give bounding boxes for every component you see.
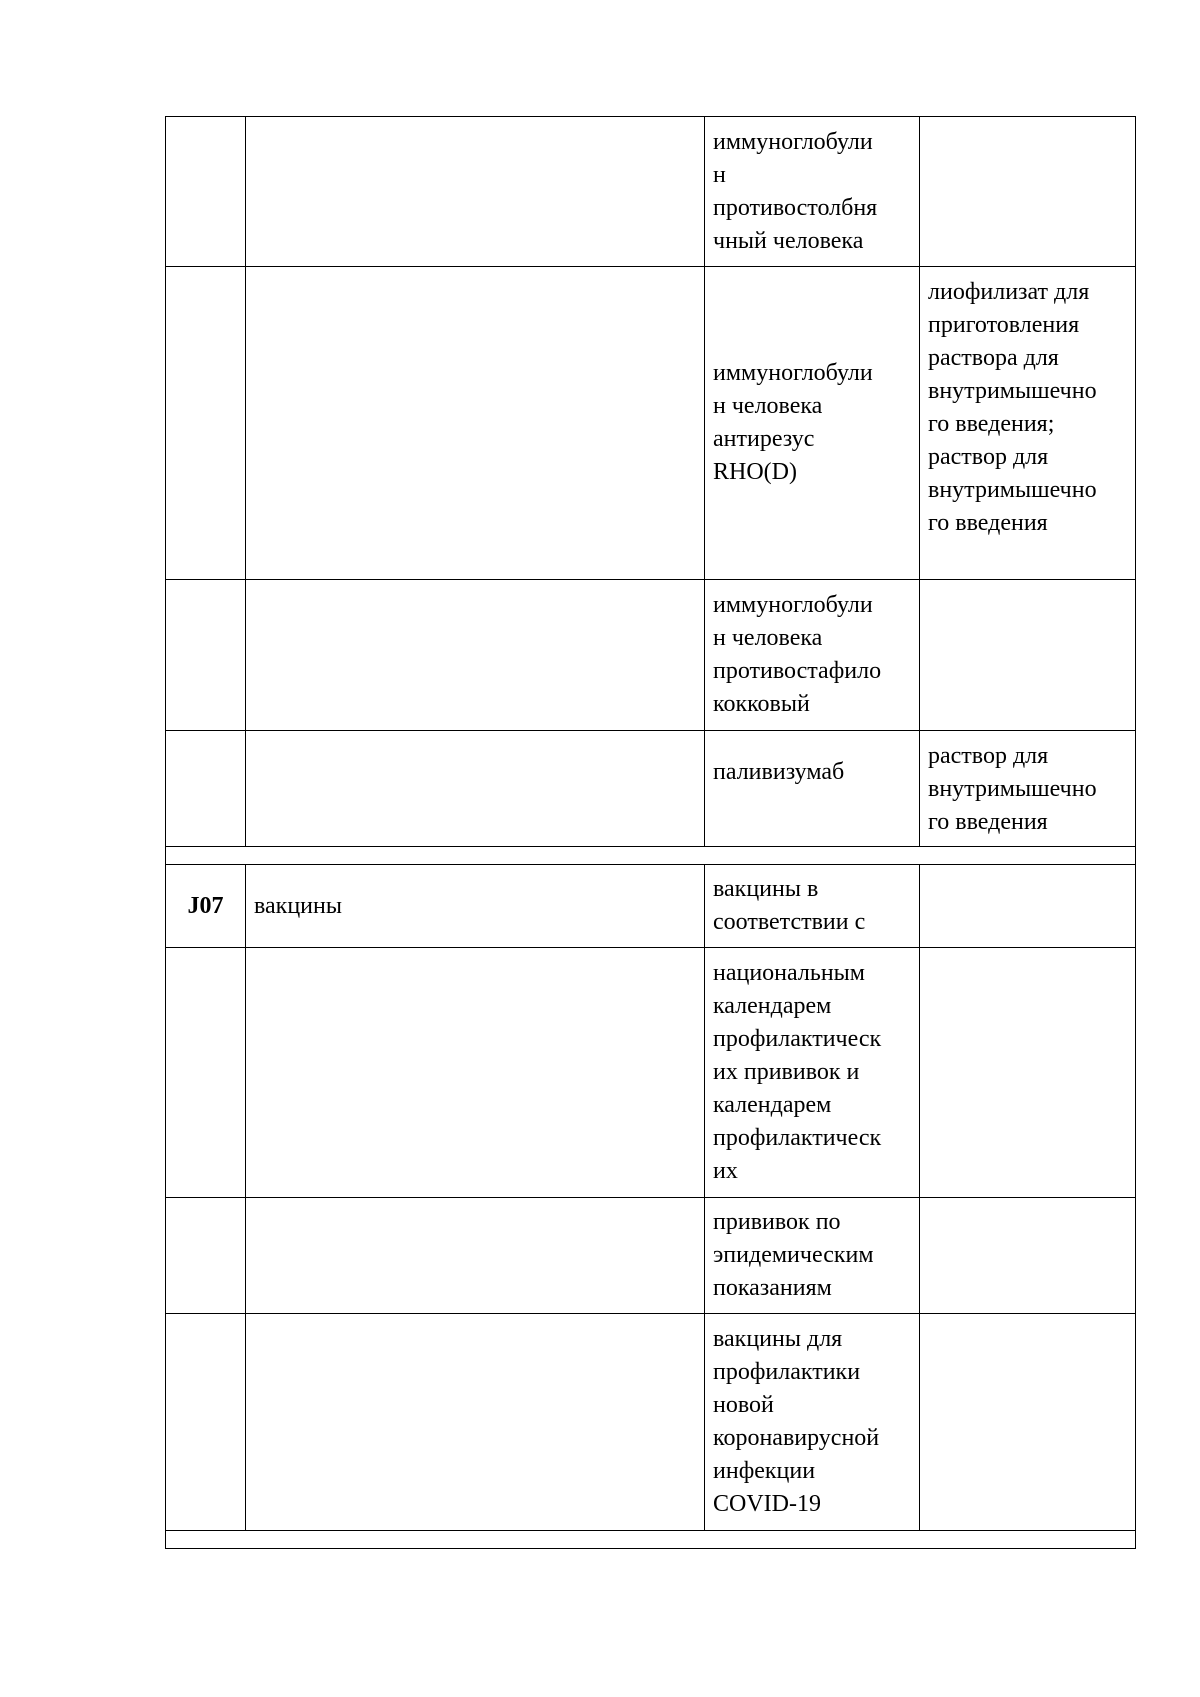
dosage-form-cell: раствор для внутримышечно го введения <box>920 731 1136 847</box>
table-row <box>166 117 1136 267</box>
group-name-cell <box>246 948 705 1198</box>
table-row <box>166 1198 1136 1314</box>
atc-code-cell <box>166 117 246 267</box>
table-row <box>166 580 1136 731</box>
drug-name-cell: иммуноглобули н человека антирезус RHO(D) <box>705 267 920 580</box>
table-row-spacer <box>166 847 1136 865</box>
dosage-form-cell <box>920 580 1136 731</box>
drug-name-cell: вакцины в соответствии с <box>705 865 920 948</box>
atc-code-cell <box>166 580 246 731</box>
dosage-form-cell <box>920 1198 1136 1314</box>
table-row <box>166 865 1136 948</box>
dosage-form-cell <box>920 1314 1136 1531</box>
atc-code-cell <box>166 731 246 847</box>
drug-name-cell: вакцины для профилактики новой коронавирусной инфекции COVID-19 <box>705 1314 920 1531</box>
group-name-cell <box>246 731 705 847</box>
dosage-form-cell <box>920 117 1136 267</box>
atc-code-cell: J07 <box>166 865 246 948</box>
table-row-spacer <box>166 1531 1136 1549</box>
atc-code-cell <box>166 948 246 1198</box>
group-name-cell: вакцины <box>246 865 705 948</box>
group-name-cell <box>246 267 705 580</box>
atc-code-cell <box>166 267 246 580</box>
dosage-form-cell: лиофилизат для приготовления раствора для внутримышечно го введения; раствор для внутримышечно го введения <box>920 267 1136 580</box>
dosage-form-cell <box>920 948 1136 1198</box>
group-name-cell <box>246 1198 705 1314</box>
drug-table <box>165 116 1136 1549</box>
table-row <box>166 948 1136 1198</box>
group-name-cell <box>246 580 705 731</box>
group-name-cell <box>246 117 705 267</box>
atc-code-cell <box>166 1198 246 1314</box>
table-row <box>166 731 1136 847</box>
drug-name-cell: национальным календарем профилактическ их прививок и календарем профилактическ их <box>705 948 920 1198</box>
atc-code-cell <box>166 1314 246 1531</box>
table-row <box>166 267 1136 580</box>
drug-name-cell: прививок по эпидемическим показаниям <box>705 1198 920 1314</box>
drug-name-cell: паливизумаб <box>705 731 920 847</box>
table-row <box>166 1314 1136 1531</box>
drug-name-cell: иммуноглобули н противостолбня чный человека <box>705 117 920 267</box>
drug-name-cell: иммуноглобули н человека противостафило кокковый <box>705 580 920 731</box>
dosage-form-cell <box>920 865 1136 948</box>
group-name-cell <box>246 1314 705 1531</box>
spacer-cell <box>166 1531 1136 1549</box>
spacer-cell <box>166 847 1136 865</box>
